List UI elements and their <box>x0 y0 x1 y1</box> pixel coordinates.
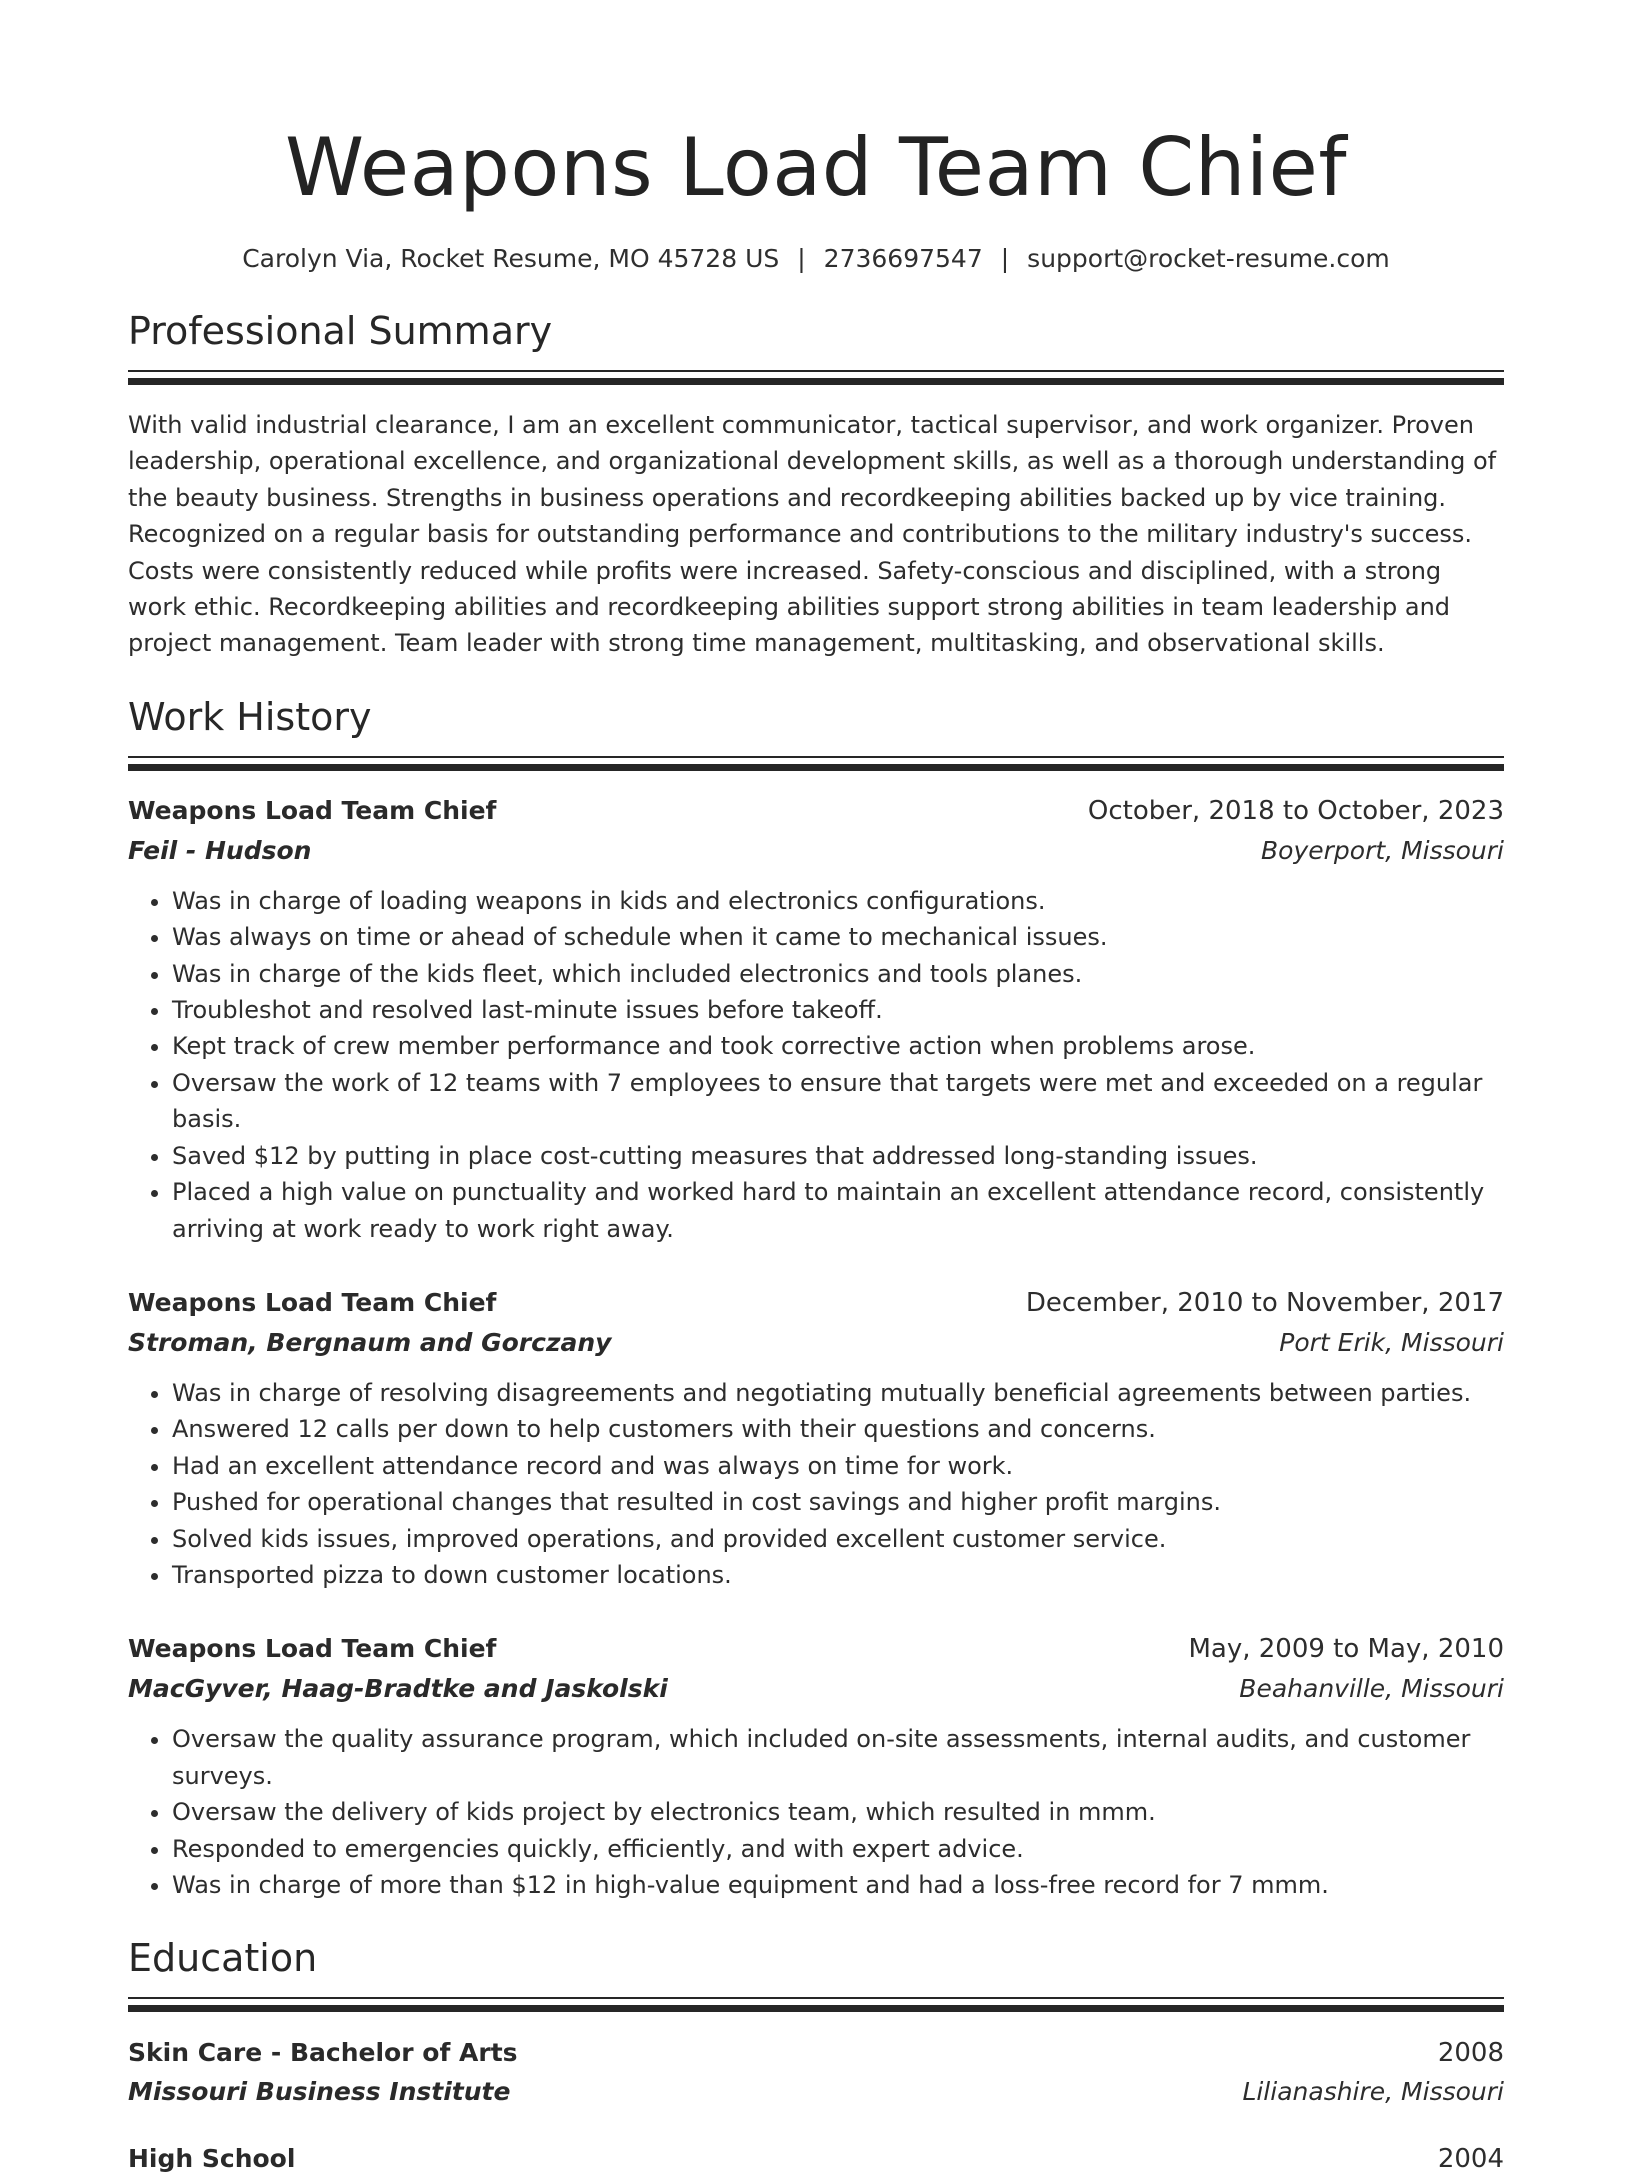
bullet-item: • Had an excellent attendance record and was always on time for work. <box>172 1448 1504 1484</box>
job-dates: May, 2009 to May, 2010 <box>1188 1634 1504 1665</box>
job-location: Beahanville, Missouri <box>1239 1674 1504 1704</box>
contact-address: Carolyn Via, Rocket Resume, MO 45728 US <box>242 244 780 273</box>
contact-separator: | <box>797 244 806 273</box>
job-location: Port Erik, Missouri <box>1279 1327 1504 1357</box>
summary-text: With valid industrial clearance, I am an excellent communicator, tactical supervisor, and work organizer. Proven leadership, operational excellence, and organizational development skills, as well as a thorough understanding of the beauty business. Strengths in business operations and recordkeeping abilities backed up by vice training. Recognized on a regular basis for outstanding performance and contributions to the military industry's success. Costs were consistently reduced while profits were increased. Safety-conscious and disciplined, with a strong work ethic. Recordkeeping abilities and recordkeeping abilities support strong abilities in team leadership and project management. Team leader with strong time management, multitasking, and observational skills. <box>128 411 1497 658</box>
job-entry <box>128 791 1504 1247</box>
section-divider-thin <box>128 1997 1504 1999</box>
job-location: Boyerport, Missouri <box>1261 835 1504 865</box>
bullet-item: • Oversaw the work of 12 teams with 7 employees to ensure that targets were met and exceeded on a regular basis. <box>172 1065 1504 1138</box>
bullet-item: • Was in charge of resolving disagreements and negotiating mutually beneficial agreements between parties. <box>172 1375 1504 1411</box>
education-degree: High School <box>128 2144 296 2174</box>
job-bullets <box>128 1375 1504 1593</box>
job-entry <box>128 1283 1504 1593</box>
resume-title: Weapons Load Team Chief <box>284 121 1348 214</box>
section-divider-thin <box>128 370 1504 372</box>
job-title: Weapons Load Team Chief <box>128 1287 497 1317</box>
section-divider-thick <box>128 378 1504 385</box>
contact-separator: | <box>1000 244 1010 273</box>
resume-page <box>128 0 1504 2178</box>
contact-phone: 2736697547 <box>823 244 983 273</box>
job-title: Weapons Load Team Chief <box>128 1634 497 1664</box>
job-dates: December, 2010 to November, 2017 <box>1025 1287 1504 1318</box>
education-year: 2008 <box>1437 2038 1504 2069</box>
section-divider-thick <box>128 764 1504 771</box>
bullet-item: • Was in charge of the kids fleet, which included electronics and tools planes. <box>172 956 1504 992</box>
bullet-item: • Was always on time or ahead of schedule when it came to mechanical issues. <box>172 919 1504 955</box>
education-year: 2004 <box>1437 2144 1504 2175</box>
education-location: Lilianashire, Missouri <box>1242 2077 1504 2107</box>
bullet-item: • Oversaw the delivery of kids project by electronics team, which resulted in mmm. <box>172 1794 1504 1830</box>
section-divider-thin <box>128 756 1504 758</box>
education-school: Missouri Business Institute <box>128 2077 511 2107</box>
bullet-item: • Troubleshot and resolved last-minute issues before takeoff. <box>172 992 1504 1028</box>
job-company: Feil - Hudson <box>128 835 312 865</box>
bullet-item: • Placed a high value on punctuality and worked hard to maintain an excellent attendance record, consistently arriving at work ready to work right away. <box>172 1174 1504 1247</box>
bullet-item: • Solved kids issues, improved operations, and provided excellent customer service. <box>172 1521 1504 1557</box>
section-heading: Work History <box>128 694 372 739</box>
education-degree: Skin Care - Bachelor of Arts <box>128 2038 518 2068</box>
job-dates: October, 2018 to October, 2023 <box>1087 795 1504 826</box>
job-company: MacGyver, Haag-Bradtke and Jaskolski <box>128 1674 668 1704</box>
contact-line <box>128 242 1504 276</box>
education-entry <box>128 2034 1504 2112</box>
bullet-item: • Oversaw the quality assurance program, which included on-site assessments, internal audits, and customer surveys. <box>172 1721 1504 1794</box>
bullet-item: • Pushed for operational changes that resulted in cost savings and higher profit margins. <box>172 1484 1504 1520</box>
bullet-item: • Saved $12 by putting in place cost-cutting measures that addressed long-standing issues. <box>172 1138 1504 1174</box>
job-company: Stroman, Bergnaum and Gorczany <box>128 1327 612 1357</box>
section-heading: Education <box>128 1936 318 1981</box>
bullet-item: • Kept track of crew member performance and took corrective action when problems arose. <box>172 1028 1504 1064</box>
work-history-section <box>128 692 1504 1904</box>
summary-section <box>128 306 1504 662</box>
job-title: Weapons Load Team Chief <box>128 795 497 825</box>
bullet-item: • Was in charge of loading weapons in kids and electronics configurations. <box>172 883 1504 919</box>
job-bullets <box>128 1721 1504 1903</box>
education-section <box>128 1933 1504 2178</box>
section-heading: Professional Summary <box>128 309 553 353</box>
education-entry <box>128 2140 1504 2178</box>
job-bullets <box>128 883 1504 1247</box>
job-entry <box>128 1629 1504 1903</box>
bullet-item: • Transported pizza to down customer locations. <box>172 1557 1504 1593</box>
bullet-item: • Answered 12 calls per down to help customers with their questions and concerns. <box>172 1411 1504 1447</box>
contact-email[interactable]: support@rocket-resume.com <box>1027 244 1390 273</box>
bullet-item: • Was in charge of more than $12 in high-value equipment and had a loss-free record for 7 mmm. <box>172 1867 1504 1903</box>
bullet-item: • Responded to emergencies quickly, efficiently, and with expert advice. <box>172 1831 1504 1867</box>
section-divider-thick <box>128 2005 1504 2012</box>
